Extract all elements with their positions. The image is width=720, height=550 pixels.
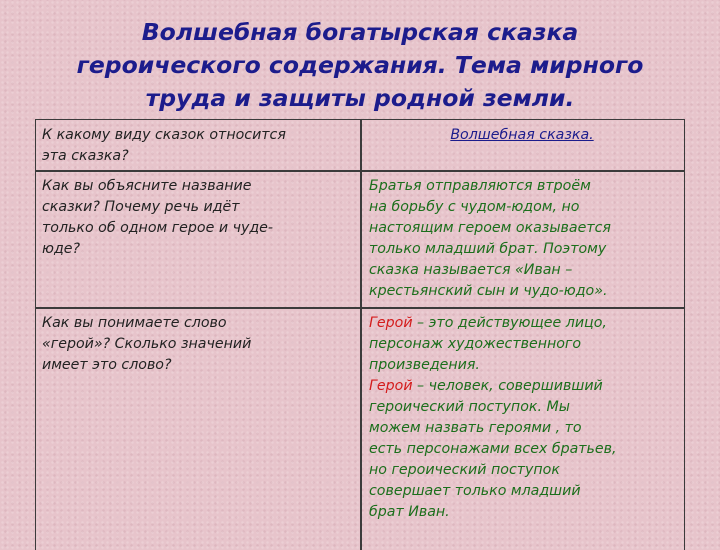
- row-3-answer-line-4: [369, 376, 679, 397]
- row-1-question-line-2: эта сказка?: [42, 148, 129, 164]
- row-3-answer-line-10: брат Иван.: [369, 504, 450, 520]
- row-2-question: [42, 176, 342, 260]
- row-1-question-line-1: К какому виду сказок относится: [42, 127, 286, 143]
- row-3-question: [42, 313, 342, 376]
- row-2-answer-line-1: Братья отправляются втроём: [369, 178, 591, 194]
- row-3-question-line-2: «герой»? Сколько значений: [42, 336, 252, 352]
- row-3-answer-line-7: есть персонажами всех братьев,: [369, 441, 617, 457]
- row-1-question: [42, 125, 342, 167]
- row-divider-2: [36, 307, 684, 309]
- row-3-answer: [369, 313, 679, 523]
- slide-title: [40, 16, 680, 115]
- title-line-3: труда и защиты родной земли.: [145, 84, 575, 112]
- row-3-answer-line-8: но героический поступок: [369, 462, 560, 478]
- row-2-answer-line-3: настоящим героем оказывается: [369, 220, 611, 236]
- row-3-answer-line-9: совершает только младший: [369, 483, 581, 499]
- row-2-question-line-1: Как вы объясните название: [42, 178, 252, 194]
- definition-2-start: – человек, совершивший: [412, 378, 603, 394]
- row-3-answer-line-6: можем назвать героями , то: [369, 420, 582, 436]
- row-3-answer-line-1: [369, 313, 679, 334]
- title-line-1: Волшебная богатырская сказка: [141, 18, 579, 46]
- hero-term-2: Герой: [369, 378, 413, 394]
- row-3-answer-line-3: произведения.: [369, 357, 480, 373]
- row-2-answer-line-5: сказка называется «Иван –: [369, 262, 573, 278]
- row-2-question-line-3: только об одном герое и чуде-: [42, 220, 274, 236]
- row-2-answer: [369, 176, 679, 302]
- row-2-question-line-4: юде?: [42, 241, 81, 257]
- hero-term-1: Герой: [369, 315, 413, 331]
- row-2-answer-line-4: только младший брат. Поэтому: [369, 241, 607, 257]
- row-2-question-line-2: сказки? Почему речь идёт: [42, 199, 240, 215]
- row-3-answer-line-2: персонаж художественного: [369, 336, 582, 352]
- row-2-answer-line-2: на борьбу с чудом-юдом, но: [369, 199, 580, 215]
- definition-1-start: – это действующее лицо,: [412, 315, 607, 331]
- row-3-question-line-3: имеет это слово?: [42, 357, 172, 373]
- column-divider: [360, 120, 362, 550]
- row-3-question-line-1: Как вы понимаете слово: [42, 315, 227, 331]
- title-line-2: героического содержания. Тема мирного: [76, 51, 644, 79]
- answer-link[interactable]: Волшебная сказка.: [450, 127, 594, 143]
- row-3-answer-line-5: героический поступок. Мы: [369, 399, 570, 415]
- qa-table: [35, 119, 685, 550]
- row-divider-1: [36, 170, 684, 172]
- row-2-answer-line-6: крестьянский сын и чудо-юдо».: [369, 283, 608, 299]
